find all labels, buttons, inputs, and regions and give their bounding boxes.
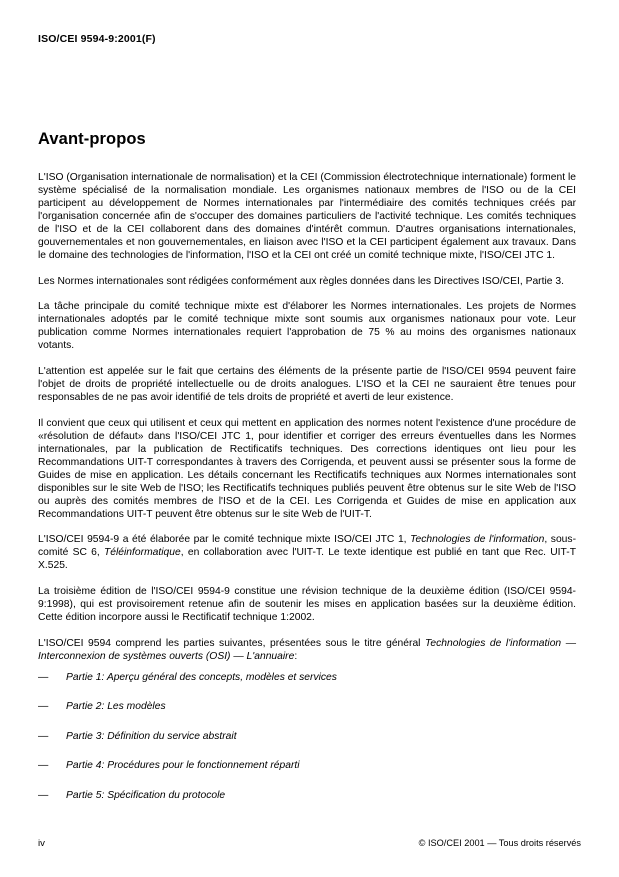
text-run: L'ISO/CEI 9594 comprend les parties suivantes, présentées sous le titre général <box>38 637 426 649</box>
parts-list <box>38 671 576 802</box>
text-run: , en collaboration avec l'UIT-T. Le texte identique est publié en tant que Rec. UIT-T X.525. <box>38 547 576 572</box>
part-title: Partie 4: Procédures pour le fonctionnement réparti <box>66 760 300 772</box>
para-troisieme-edition <box>38 585 576 624</box>
italic-title-run: Technologies de l'information — Interconnexion de systèmes ouverts (OSI) — L'annuaire <box>38 637 576 662</box>
list-item <box>38 789 576 802</box>
text-run: Il convient que ceux qui utilisent et ceux qui mettent en application des normes notent l'existence d'une procédure de «résolution de défaut» dans l'ISO/CEI JTC 1, pour identifier et corriger des erreurs éventuelles dans les Normes internationales, par la publication de Rectificatifs techniques. Des corrections identiques ont lieu pour les Recommandations UIT-T correspondantes à travers des Corrigenda, et peuvent aussi se présenter sous la forme de Guides de mise en application. Les détails concernant les Rectificatifs techniques aux Normes internationales sont disponibles sur le site Web de l'ISO; les Rectificatifs techniques publiés peuvent être obtenus sur le site Web de l'ISO ou auprès des comités membres de l'ISO et de la CEI. Les Corrigenda et Guides de mise en application aux Recommandations UIT-T peuvent être obtenus sur le site Web de l'UIT-T. <box>38 417 576 520</box>
list-item <box>38 671 576 684</box>
em-dash-bullet-icon: — <box>38 760 49 772</box>
part-title: Partie 5: Spécification du protocole <box>66 789 226 801</box>
copyright-notice: © ISO/CEI 2001 — Tous droits réservés <box>418 838 581 848</box>
page-footer <box>38 838 581 852</box>
para-tache-principale <box>38 300 576 352</box>
para-iso-cei-intro <box>38 171 576 262</box>
text-run: L'ISO/CEI 9594-9 a été élaborée par le comité technique mixte ISO/CEI JTC 1, <box>38 534 411 546</box>
em-dash-bullet-icon: — <box>38 671 49 683</box>
text-run: L'ISO (Organisation internationale de normalisation) et la CEI (Commission électrotechnique internationale) forment le système spécialisé de la normalisation mondiale. Les organismes nationaux membres de l'ISO ou de la CEI participent au développement de Normes internationales par l'intermédiaire des comités techniques créés par l'organisation concernée afin de s'occuper des domaines particuliers de l'activité technique. Les comités techniques de l'ISO et de la CEI collaborent dans des domaines d'intérêt commun. D'autres organisations internationales, gouvernementales et non gouvernementales, en liaison avec l'ISO et la CEI participent également aux travaux. Dans le domaine des technologies de l'information, l'ISO et la CEI ont créé un comité technique mixte, l'ISO/CEI JTC 1. <box>38 171 576 262</box>
page-number: iv <box>38 838 45 849</box>
para-elaboration <box>38 533 576 572</box>
italic-title-run: Technologies de l'information <box>410 534 545 546</box>
list-item <box>38 700 576 713</box>
part-title: Partie 1: Aperçu général des concepts, modèles et services <box>66 671 337 683</box>
em-dash-bullet-icon: — <box>38 701 49 713</box>
list-item <box>38 759 576 772</box>
para-directives <box>38 275 576 288</box>
part-title: Partie 3: Définition du service abstrait <box>66 730 237 742</box>
text-run: : <box>294 650 298 662</box>
para-parties-intro <box>38 637 576 663</box>
text-run: , sous-comité SC 6, <box>38 534 577 559</box>
para-resolution-defaut <box>38 417 576 521</box>
text-run: La troisième édition de l'ISO/CEI 9594-9 constitue une révision technique de la deuxième édition (ISO/CEI 9594-9:1998), qui est provisoirement retenue afin de soutenir les mises en application basées sur la deuxième édition. Cette édition incorpore aussi le Rectificatif technique 1:2002. <box>38 586 576 624</box>
text-run: L'attention est appelée sur le fait que certains des éléments de la présente partie de l'ISO/CEI 9594 peuvent faire l'objet de droits de propriété intellectuelle ou de droits analogues. L'ISO et la CEI ne sauraient être tenues pour responsables de ne pas avoir identifié de tels droits de propriété et averti de leur existence. <box>38 365 576 403</box>
em-dash-bullet-icon: — <box>38 789 49 801</box>
page-content <box>38 130 576 818</box>
text-run: La tâche principale du comité technique mixte est d'élaborer les Normes internationales. Les projets de Normes internationales adoptés par le comité technique mixte sont soumis aux organismes nationaux pour vote. Leur publication comme Normes internationales requiert l'approbation de 75 % au moins des organismes nationaux votants. <box>38 301 576 352</box>
para-attention-droits <box>38 365 576 404</box>
em-dash-bullet-icon: — <box>38 730 49 742</box>
text-run: Les Normes internationales sont rédigées conformément aux règles données dans les Directives ISO/CEI, Partie 3. <box>38 275 564 287</box>
page-title: Avant-propos <box>38 130 146 148</box>
part-title: Partie 2: Les modèles <box>66 701 166 713</box>
running-head-standard-reference: ISO/CEI 9594-9:2001(F) <box>38 33 156 45</box>
list-item <box>38 730 576 743</box>
foreword-body <box>38 171 576 663</box>
italic-title-run: Téléinformatique <box>103 547 181 559</box>
